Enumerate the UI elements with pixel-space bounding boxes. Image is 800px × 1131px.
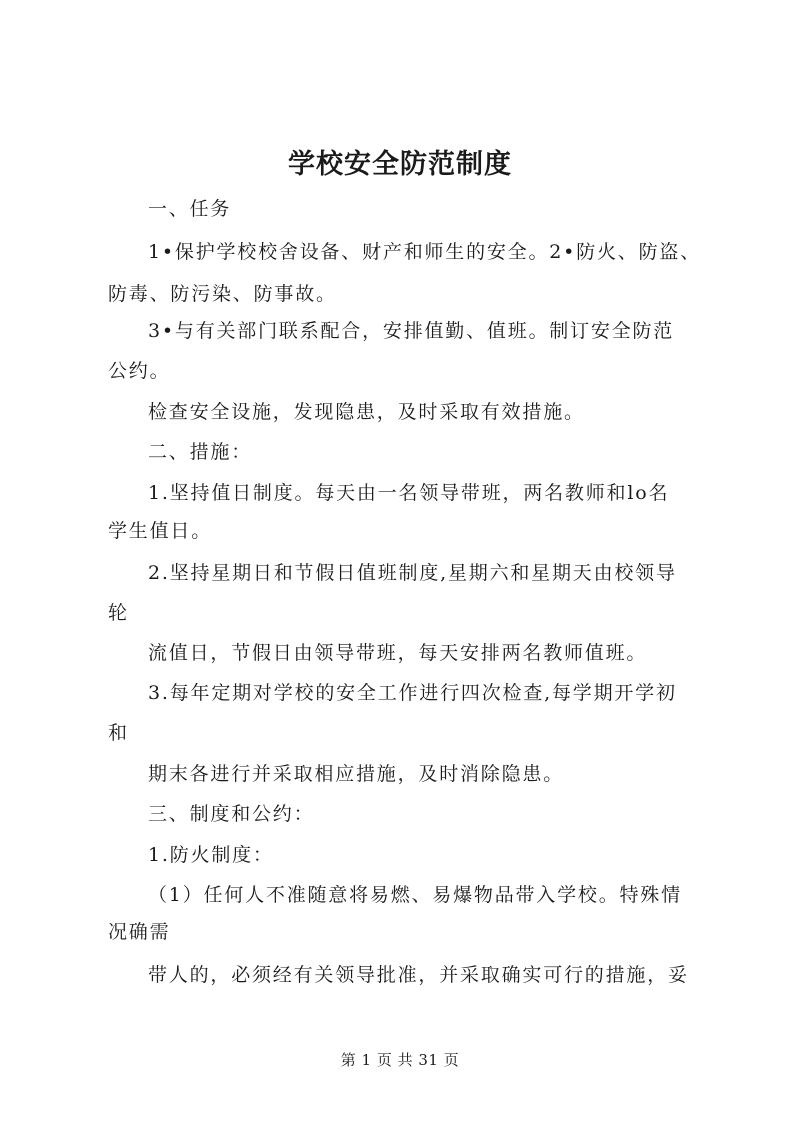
page-footer: 第 1 页 共 31 页 (340, 1051, 460, 1069)
paragraph-line: 防毒、防污染、防事故。 (108, 283, 337, 305)
paragraph-line: 公约。 (108, 360, 171, 382)
paragraph-line: 1.防火制度： (148, 844, 274, 866)
paragraph-line: 带人的，必须经有关领导批准，并采取确实可行的措施，妥 (148, 964, 689, 986)
section-heading-rules: 三、制度和公约： (148, 803, 315, 825)
paragraph-line: （1）任何人不准随意将易燃、易爆物品带入学校。特殊情 (148, 884, 682, 906)
paragraph-line: 检查安全设施，发现隐患，及时采取有效措施。 (148, 401, 585, 423)
document-title: 学校安全防范制度 (288, 149, 512, 180)
paragraph-line: 轮 (108, 602, 129, 624)
paragraph-line: 1.坚持值日制度。每天由一名领导带班，两名教师和lo名 (148, 482, 670, 504)
paragraph-line: 学生值日。 (108, 520, 213, 542)
section-heading-tasks: 一、任务 (148, 198, 232, 220)
paragraph-line: 期末各进行并采取相应措施，及时消除隐患。 (148, 763, 565, 785)
paragraph-line: 3•与有关部门联系配合，安排值勤、值班。制订安全防范 (148, 320, 675, 342)
paragraph-line: 2.坚持星期日和节假日值班制度,星期六和星期天由校领导 (148, 562, 677, 584)
paragraph-line: 况确需 (108, 921, 171, 943)
paragraph-line: 1•保护学校校舍设备、财产和师生的安全。2•防火、防盗、 (148, 241, 701, 263)
paragraph-line: 和 (108, 722, 129, 744)
section-heading-measures: 二、措施： (148, 441, 253, 463)
paragraph-line: 流值日，节假日由领导带班，每天安排两名教师值班。 (148, 642, 648, 664)
paragraph-line: 3.每年定期对学校的安全工作进行四次检查,每学期开学初 (148, 682, 677, 704)
